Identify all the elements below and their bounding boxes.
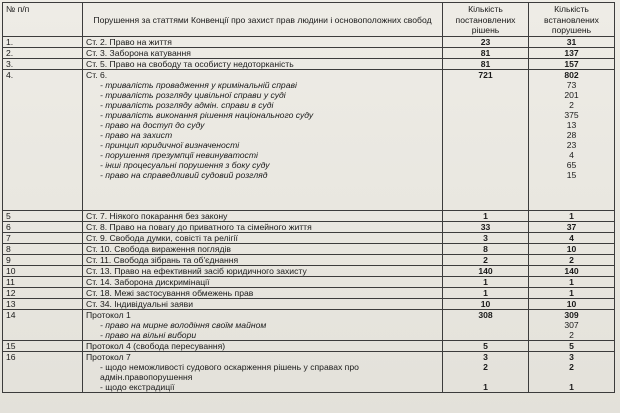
row-decisions: 3 [443, 233, 529, 244]
row-label: Ст. 18. Межі застосування обмежень прав [83, 288, 443, 299]
row-violations: 5 [529, 341, 615, 352]
row-violations: 1 [529, 288, 615, 299]
row-violations: 10 [529, 244, 615, 255]
header-num: № п/п [3, 3, 83, 37]
row-label: Ст. 13. Право на ефективний засіб юридичного захисту [83, 266, 443, 277]
subitem-value: 23 [566, 140, 577, 150]
row-label: Ст. 14. Заборона дискримінації [83, 277, 443, 288]
table-row [3, 288, 615, 299]
violations-table [2, 2, 615, 393]
row-violations: 10 [529, 299, 615, 310]
row-num: 1. [3, 37, 83, 48]
row-violations: 2 [529, 255, 615, 266]
table-row [3, 233, 615, 244]
subitem-value: 201 [564, 90, 579, 100]
row-label: Ст. 10. Свобода вираження поглядів [83, 244, 443, 255]
header-decisions: Кількість постановлених рішень [443, 3, 529, 37]
row-label [83, 352, 443, 393]
subitem-label: - право на мирне володіння своїм майном [100, 320, 267, 330]
subitem-label: - щодо екстрадиції [100, 382, 175, 392]
subitem-decisions: 2 [483, 362, 488, 372]
subitem-label: - тривалість провадження у кримінальній справі [100, 80, 297, 90]
row-violations-total: 309 [564, 310, 579, 320]
table-row [3, 37, 615, 48]
row-decisions: 1 [443, 288, 529, 299]
row-decisions: 5 [443, 341, 529, 352]
row-decisions-total: 3 [483, 352, 488, 362]
row-decisions: 23 [443, 37, 529, 48]
row-violations [529, 352, 615, 393]
subitem-value: 1 [569, 382, 574, 392]
subitem-label: - принцип юридичної визначеності [100, 140, 240, 150]
row-num: 13 [3, 299, 83, 310]
subitem-label: - щодо неможливості судового оскарження рішень у справах про адмін.правопорушення [100, 362, 359, 382]
row-decisions: 1 [443, 211, 529, 222]
table-row [3, 70, 615, 211]
row-violations: 37 [529, 222, 615, 233]
subitem-label: - право на доступ до суду [100, 120, 205, 130]
header-violation: Порушення за статтями Конвенції про захист прав людини і основоположних свобод [83, 3, 443, 37]
row-violations: 31 [529, 37, 615, 48]
row-num: 14 [3, 310, 83, 341]
subitem-label: - право на справедливий судовий розгляд [100, 170, 268, 180]
row-label: Ст. 11. Свобода зібрань та об'єднання [83, 255, 443, 266]
row-label-main: Протокол 7 [86, 352, 131, 362]
table-row [3, 48, 615, 59]
table-header-row [3, 3, 615, 37]
row-num: 16 [3, 352, 83, 393]
row-decisions: 81 [443, 48, 529, 59]
row-violations: 137 [529, 48, 615, 59]
table-row [3, 255, 615, 266]
row-num: 5 [3, 211, 83, 222]
row-label: Ст. 3. Заборона катування [83, 48, 443, 59]
row-num: 12 [3, 288, 83, 299]
row-violations: 1 [529, 277, 615, 288]
row-violations: 1 [529, 211, 615, 222]
row-violations: 4 [529, 233, 615, 244]
row-label: Ст. 34. Індивідуальні заяви [83, 299, 443, 310]
subitem-label: - право на вільні вибори [100, 330, 197, 340]
subitem-value: 307 [564, 320, 579, 330]
row-num: 8 [3, 244, 83, 255]
subitem-value: 13 [566, 120, 577, 130]
row-decisions: 2 [443, 255, 529, 266]
row-num: 6 [3, 222, 83, 233]
row-label-main: Протокол 1 [86, 310, 131, 320]
subitem-value: 2 [569, 330, 574, 340]
row-decisions: 308 [443, 310, 529, 341]
subitem-decisions: 1 [483, 382, 488, 392]
subitem-label: - порушення презумпції невинуватості [100, 150, 258, 160]
table-row [3, 299, 615, 310]
subitem-label: - тривалість розгляду адмін. справи в суді [100, 100, 274, 110]
table-row [3, 222, 615, 233]
row-label [83, 70, 443, 211]
row-decisions: 140 [443, 266, 529, 277]
row-num: 15 [3, 341, 83, 352]
subitem-value: 65 [566, 160, 577, 170]
row-violations [529, 70, 615, 211]
row-num: 9 [3, 255, 83, 266]
table-row [3, 352, 615, 393]
row-num: 11 [3, 277, 83, 288]
row-label: Ст. 5. Право на свободу та особисту недоторканість [83, 59, 443, 70]
subitem-label: - тривалість розгляду цивільної справи у суді [100, 90, 286, 100]
subitem-value: 28 [566, 130, 577, 140]
row-label [83, 310, 443, 341]
subitem-label: - право на захист [100, 130, 173, 140]
table-row [3, 244, 615, 255]
row-num: 2. [3, 48, 83, 59]
row-decisions: 1 [443, 277, 529, 288]
subitem-value: 2 [569, 362, 574, 372]
table-row [3, 266, 615, 277]
row-decisions: 8 [443, 244, 529, 255]
row-decisions: 33 [443, 222, 529, 233]
row-decisions: 81 [443, 59, 529, 70]
subitem-value: 73 [566, 80, 577, 90]
row-violations-total: 3 [569, 352, 574, 362]
row-num: 4. [3, 70, 83, 211]
header-violations: Кількість встановлених порушень [529, 3, 615, 37]
row-violations: 140 [529, 266, 615, 277]
row-label-main: Ст. 6. [86, 70, 108, 80]
row-label: Ст. 9. Свобода думки, совісті та релігії [83, 233, 443, 244]
row-label: Ст. 2. Право на життя [83, 37, 443, 48]
row-decisions: 721 [443, 70, 529, 211]
subitem-label: - тривалість виконання рішення національного суду [100, 110, 314, 120]
subitem-value: 2 [569, 100, 574, 110]
row-violations: 157 [529, 59, 615, 70]
row-num: 10 [3, 266, 83, 277]
row-decisions [443, 352, 529, 393]
subitem-value: 375 [564, 110, 579, 120]
row-num: 7 [3, 233, 83, 244]
row-label: Ст. 7. Ніякого покарання без закону [83, 211, 443, 222]
table-row [3, 310, 615, 341]
row-violations [529, 310, 615, 341]
row-label: Протокол 4 (свобода пересування) [83, 341, 443, 352]
row-label: Ст. 8. Право на повагу до приватного та сімейного життя [83, 222, 443, 233]
subitem-label: - інші процесуальні порушення з боку суду [100, 160, 270, 170]
subitem-value: 4 [569, 150, 574, 160]
table-row [3, 277, 615, 288]
table-row [3, 341, 615, 352]
subitem-value: 15 [566, 170, 577, 180]
row-num: 3. [3, 59, 83, 70]
row-violations-total: 802 [564, 70, 579, 80]
row-decisions: 10 [443, 299, 529, 310]
table-row [3, 211, 615, 222]
table-row [3, 59, 615, 70]
